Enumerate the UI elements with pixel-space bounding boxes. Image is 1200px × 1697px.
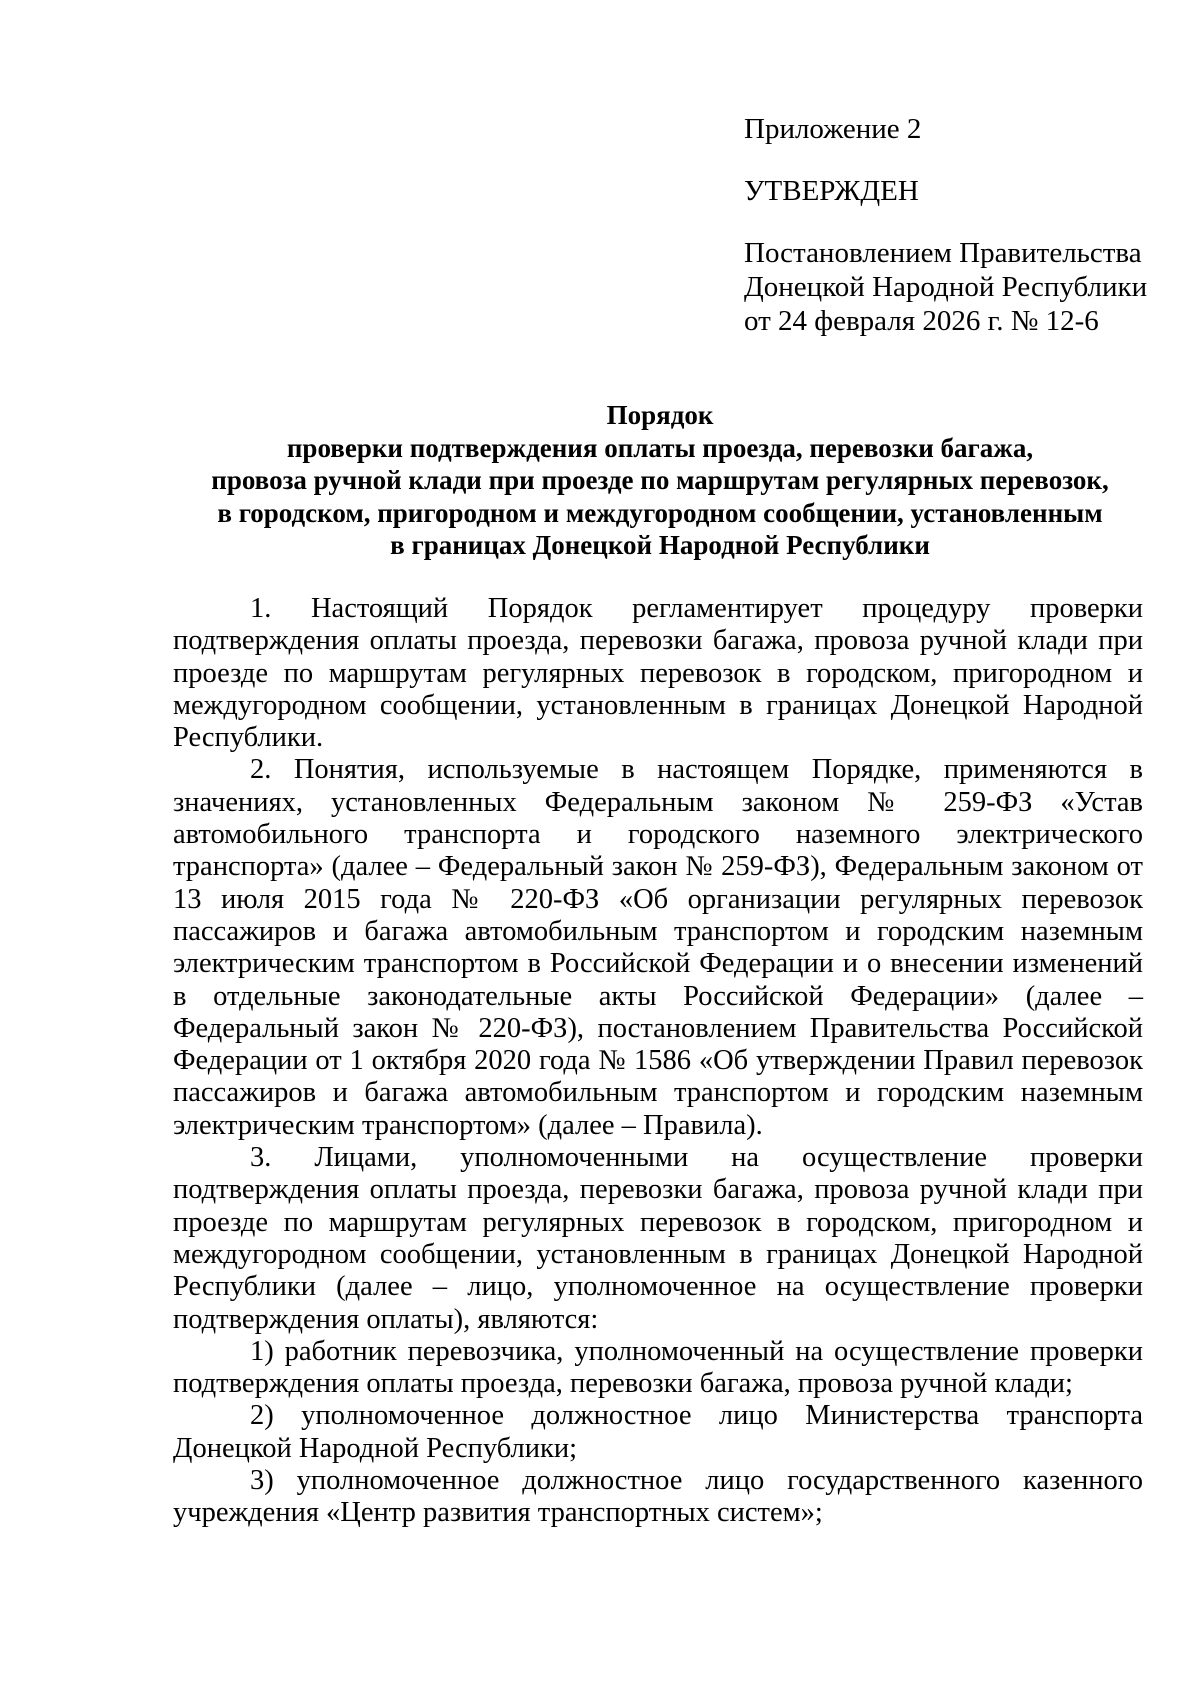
document-title <box>160 399 1160 562</box>
title-line: в границах Донецкой Народной Республики <box>390 530 930 560</box>
approval-block <box>744 112 1164 338</box>
appendix-label: Приложение 2 <box>744 113 922 145</box>
paragraph-1: 1. Настоящий Порядок регламентирует процедуру проверки подтверждения оплаты проезда, перевозки багажа, провоза ручной клади при проезде по маршрутам регулярных перевозок в городском, пригородном и междугородном сообщении, установленным в границах Донецкой Народной Республики. <box>173 593 1143 754</box>
title-line: проверки подтверждения оплаты проезда, перевозки багажа, <box>286 432 1034 463</box>
decree-line: Донецкой Народной Республики <box>744 271 1148 303</box>
title-line: Порядок <box>606 400 714 430</box>
decree-line: Постановлением Правительства <box>744 237 1142 269</box>
decree-line: от 24 февраля 2026 г. № 12-6 <box>744 305 1099 337</box>
title-line: в городском, пригородном и междугородном сообщении, установленным <box>217 497 1103 528</box>
decree-reference <box>744 236 1164 338</box>
paragraph-2: 2. Понятия, используемые в настоящем Порядке, применяются в значениях, установленных Федеральным законом № 259-ФЗ «Устав автомобильного транспорта и городского наземного электрического транспорта» (далее – Федеральный закон № 259-ФЗ), Федеральным законом от 13 июля 2015 года № 220-ФЗ «Об организации регулярных перевозок пассажиров и багажа автомобильным транспортом и городским наземным электрическим транспортом в Российской Федерации и о внесении изменений в отдельные законодательные акты Российской Федерации» (далее – Федеральный закон № 220-ФЗ), постановлением Правительства Российской Федерации от 1 октября 2020 года № 1586 «Об утверждении Правил перевозок пассажиров и багажа автомобильным транспортом и городским наземным электрическим транспортом» (далее – Правила). <box>173 754 1143 1141</box>
approved-stamp-text: УТВЕРЖДЕН <box>744 175 919 207</box>
list-item-1: 1) работник перевозчика, уполномоченный на осуществление проверки подтверждения оплаты проезда, перевозки багажа, провоза ручной клади; <box>173 1335 1143 1400</box>
title-line: провоза ручной клади при проезде по маршрутам регулярных перевозок, <box>211 465 1109 495</box>
list-item-2: 2) уполномоченное должностное лицо Министерства транспорта Донецкой Народной Республики; <box>173 1400 1143 1464</box>
paragraph-3: 3. Лицами, уполномоченными на осуществление проверки подтверждения оплаты проезда, перевозки багажа, провоза ручной клади при проезде по маршрутам регулярных перевозок в городском, пригородном и междугородном сообщении, установленным в границах Донецкой Народной Республики (далее – лицо, уполномоченное на осуществление проверки подтверждения оплаты), являются: <box>173 1142 1143 1335</box>
document-body <box>173 593 1143 1530</box>
list-item-3: 3) уполномоченное должностное лицо государственного казенного учреждения «Центр развития транспортных систем»; <box>173 1465 1143 1529</box>
